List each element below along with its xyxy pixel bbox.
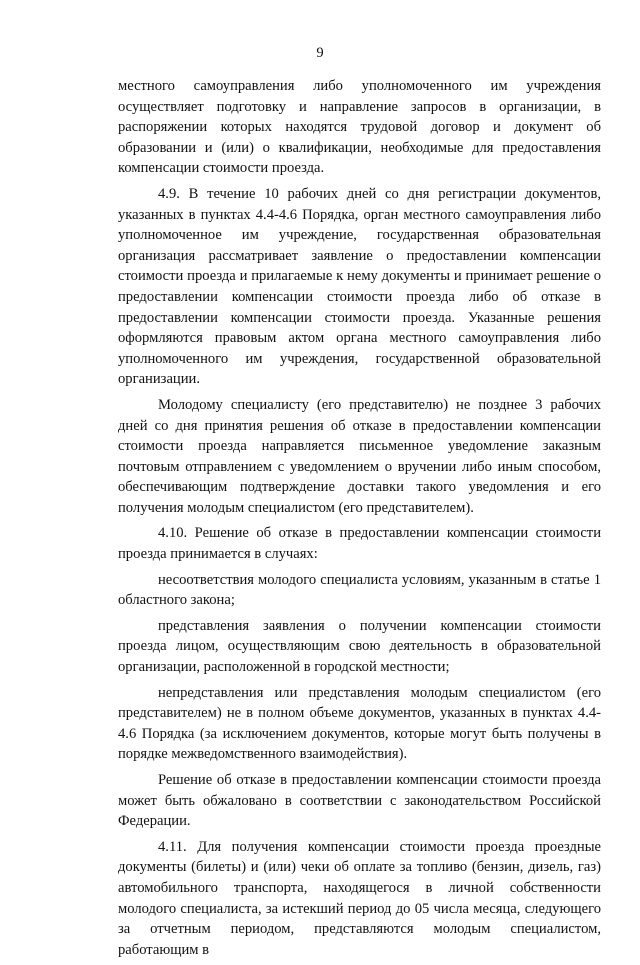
paragraph-appeal: Решение об отказе в предоставлении компенсации стоимости проезда может быть обжаловано в соответствии с законодательством Российской Федерации.	[118, 772, 601, 830]
paragraph-4-11: 4.11. Для получения компенсации стоимости проезда проездные документы (билеты) и (или) чеки об оплате за топливо (бензин, дизель, газ) автомобильного транспорта, находящегося в личной собственности молодого специалиста, за истекший период до 05 числа месяца, следующего за отчетным периодом, представляются молодым специалистом, работающим в	[118, 838, 601, 958]
paragraph-case-3: непредставления или представления молодым специалистом (его представителем) не в полном объеме документов, указанных в пунктах 4.4-4.6 Порядка (за исключением документов, которые могут быть получены в порядке межведомственного взаимодействия).	[118, 684, 601, 763]
document-body	[118, 76, 601, 965]
paragraph-notification: Молодому специалисту (его представителю) не позднее 3 рабочих дней со дня принятия решения об отказе в предоставлении компенсации стоимости проезда направляется письменное уведомление заказным почтовым отправлением с уведомлением о вручении либо иным способом, обеспечивающим подтверждение доставки такого уведомления и его получения молодым специалистом (его представителем).	[118, 396, 601, 516]
paragraph-case-2: представления заявления о получении компенсации стоимости проезда лицом, осуществляющим свою деятельность в образовательной организации, расположенной в городской местности;	[118, 617, 601, 676]
paragraph-case-1: несоответствия молодого специалиста условиям, указанным в статье 1 областного закона;	[118, 571, 601, 609]
paragraph-continuation: местного самоуправления либо уполномоченного им учреждения осуществляет подготовку и направление запросов в организации, в распоряжении которых находятся трудовой договор и документ об образовании и (или) о квалификации, необходимые для предоставления компенсации стоимости проезда.	[118, 78, 601, 177]
paragraph-4-10: 4.10. Решение об отказе в предоставлении компенсации стоимости проезда принимается в случаях:	[118, 525, 601, 563]
paragraph-4-9: 4.9. В течение 10 рабочих дней со дня регистрации документов, указанных в пунктах 4.4-4.6 Порядка, орган местного самоуправления либо уполномоченное им учреждение, государственная образовательная организация рассматривает заявление о предоставлении компенсации стоимости проезда и прилагаемые к нему документы и принимает решение о предоставлении компенсации стоимости проезда либо об отказе в предоставлении компенсации стоимости проезда. Указанные решения оформляются правовым актом органа местного самоуправления либо уполномоченного им учреждения, государственной образовательной организации.	[118, 185, 601, 388]
page-number: 9	[316, 45, 324, 61]
